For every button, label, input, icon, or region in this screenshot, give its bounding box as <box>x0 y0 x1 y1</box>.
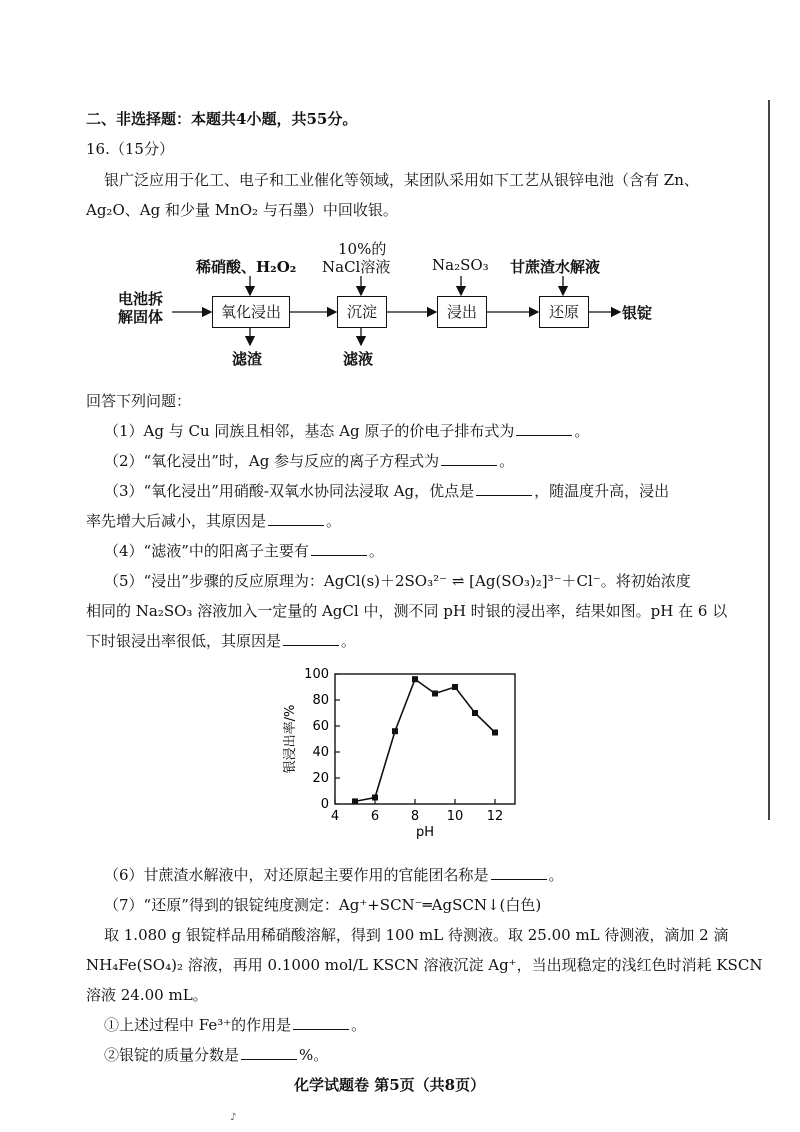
chart-data-point <box>492 730 498 736</box>
chart-x-tick-label: 12 <box>486 809 504 824</box>
chart-y-axis-label: 银浸出率/% <box>283 704 298 774</box>
chart-data-point <box>372 795 378 801</box>
question-4-text: （4）“滤液”中的阳离子主要有 <box>104 542 309 560</box>
chart-x-axis-label: pH <box>415 825 435 840</box>
intro-line-2: Ag₂O、Ag 和少量 MnO₂ 与石墨）中回收银。 <box>86 201 398 219</box>
question-6-period: 。 <box>548 866 564 884</box>
flow-reagent-2-line1: 10%的 <box>338 240 387 258</box>
question-4 <box>104 540 384 561</box>
chart-data-point <box>352 798 358 804</box>
chart-y-tick-label: 40 <box>312 745 329 760</box>
question-7-sub1-period: 。 <box>351 1016 367 1034</box>
question-number: 16.（15分） <box>86 140 174 158</box>
question-3-text-b: ，随温度升高，浸出 <box>534 482 670 500</box>
chart-data-point <box>432 691 438 697</box>
chart-x-tick-label: 10 <box>446 809 464 824</box>
answer-blank-3b[interactable] <box>268 511 324 526</box>
answer-blank-4[interactable] <box>311 541 367 556</box>
chart-y-tick-label: 60 <box>312 719 329 734</box>
question-7-sub2-unit: %。 <box>299 1046 329 1064</box>
question-1 <box>104 420 589 441</box>
question-5-text: 下时银浸出率很低，其原因是 <box>86 632 282 650</box>
question-7-line3: NH₄Fe(SO₄)₂ 溶液，再用 0.1000 mol/L KSCN 溶液沉淀 Ag⁺，当出现稳定的浅红色时消耗 KSCN <box>86 956 763 974</box>
scan-mark: ♪ <box>230 1112 237 1123</box>
chart-data-point <box>412 676 418 682</box>
flow-reagent-3: Na₂SO₃ <box>432 256 489 274</box>
intro-line-1: 银广泛应用于化工、电子和工业催化等领域，某团队采用如下工艺从银锌电池（含有 Zn、 <box>104 171 699 189</box>
silver-leach-rate-chart <box>280 660 530 845</box>
chart-y-tick-label: 20 <box>312 771 329 786</box>
question-3-text-a: （3）“氧化浸出”用硝酸-双氧水协同法浸取 Ag，优点是 <box>104 482 475 500</box>
answer-blank-1[interactable] <box>516 421 572 436</box>
flow-arrows <box>0 0 800 400</box>
question-4-period: 。 <box>368 542 384 560</box>
question-5-line1: （5）“浸出”步骤的反应原理为：AgCl(s)＋2SO₃²⁻ ⇌ [Ag(SO₃)₂]³⁻＋Cl⁻。将初始浓度 <box>104 572 691 590</box>
answer-blank-3a[interactable] <box>476 481 532 496</box>
chart-data-point <box>392 728 398 734</box>
flow-input <box>118 290 163 326</box>
page-footer: 化学试题卷 第5页（共8页） <box>294 1076 486 1094</box>
flow-output: 银锭 <box>622 304 653 322</box>
chart-data-point <box>452 684 458 690</box>
question-3-text-c: 率先增大后减小，其原因是 <box>86 512 267 530</box>
answer-blank-7b[interactable] <box>241 1045 297 1060</box>
question-7-sub2 <box>104 1044 328 1065</box>
question-5-line2: 相同的 Na₂SO₃ 溶液加入一定量的 AgCl 中，测不同 pH 时银的浸出率，结果如图。pH 在 6 以 <box>86 602 728 620</box>
flow-reagent-2-line2: NaCl溶液 <box>322 258 391 276</box>
question-3-period: 。 <box>326 512 342 530</box>
chart-y-tick-label: 80 <box>312 693 329 708</box>
question-6 <box>104 864 564 885</box>
question-1-text: （1）Ag 与 Cu 同族且相邻，基态 Ag 原子的价电子排布式为 <box>104 422 515 440</box>
chart-x-tick-label: 4 <box>330 809 340 824</box>
flow-step-leach: 浸出 <box>437 296 487 328</box>
question-5-period: 。 <box>341 632 357 650</box>
flow-reagent-4: 甘蔗渣水解液 <box>510 258 601 276</box>
chart-series-line <box>355 679 495 801</box>
chart-x-tick-label: 6 <box>370 809 380 824</box>
answer-blank-6[interactable] <box>491 865 547 880</box>
question-1-period: 。 <box>574 422 590 440</box>
question-5-line3 <box>86 630 356 651</box>
question-2-period: 。 <box>499 452 515 470</box>
answer-blank-5[interactable] <box>283 631 339 646</box>
question-7-line2: 取 1.080 g 银锭样品用稀硝酸溶解，得到 100 mL 待测液。取 25.00 mL 待测液，滴加 2 滴 <box>104 926 729 944</box>
flow-input-line2: 解固体 <box>118 308 164 326</box>
chart-y-tick-label: 100 <box>304 667 329 682</box>
flow-byproduct-filtrate: 滤液 <box>343 350 374 368</box>
section-header: 二、非选择题：本题共4小题，共55分。 <box>86 110 358 128</box>
question-7-sub1-text: ①上述过程中 Fe³⁺的作用是 <box>104 1016 292 1034</box>
question-7-line4: 溶液 24.00 mL。 <box>86 986 208 1004</box>
flow-reagent-1: 稀硝酸、H₂O₂ <box>196 258 297 276</box>
chart-x-tick-label: 8 <box>410 809 420 824</box>
flow-input-line1: 电池拆 <box>118 290 164 308</box>
question-7-sub2-text: ②银锭的质量分数是 <box>104 1046 240 1064</box>
question-7-sub1 <box>104 1014 366 1035</box>
question-3-line2 <box>86 510 341 531</box>
question-3 <box>104 480 669 501</box>
flow-byproduct-residue: 滤渣 <box>232 350 263 368</box>
flow-step-reduce: 还原 <box>539 296 589 328</box>
chart-frame <box>335 674 515 804</box>
flow-step-oxidative-leach: 氧化浸出 <box>212 296 290 328</box>
question-6-text: （6）甘蔗渣水解液中，对还原起主要作用的官能团名称是 <box>104 866 489 884</box>
flow-step-precipitate: 沉淀 <box>337 296 387 328</box>
question-2 <box>104 450 514 471</box>
question-2-text: （2）“氧化浸出”时，Ag 参与反应的离子方程式为 <box>104 452 440 470</box>
answer-blank-2[interactable] <box>441 451 497 466</box>
answer-prompt: 回答下列问题： <box>86 392 192 410</box>
answer-blank-7a[interactable] <box>293 1015 349 1030</box>
question-7-line1: （7）“还原”得到的银锭纯度测定：Ag⁺+SCN⁻═AgSCN↓(白色) <box>104 896 542 914</box>
chart-y-tick-label: 0 <box>320 797 329 812</box>
chart-data-point <box>472 710 478 716</box>
